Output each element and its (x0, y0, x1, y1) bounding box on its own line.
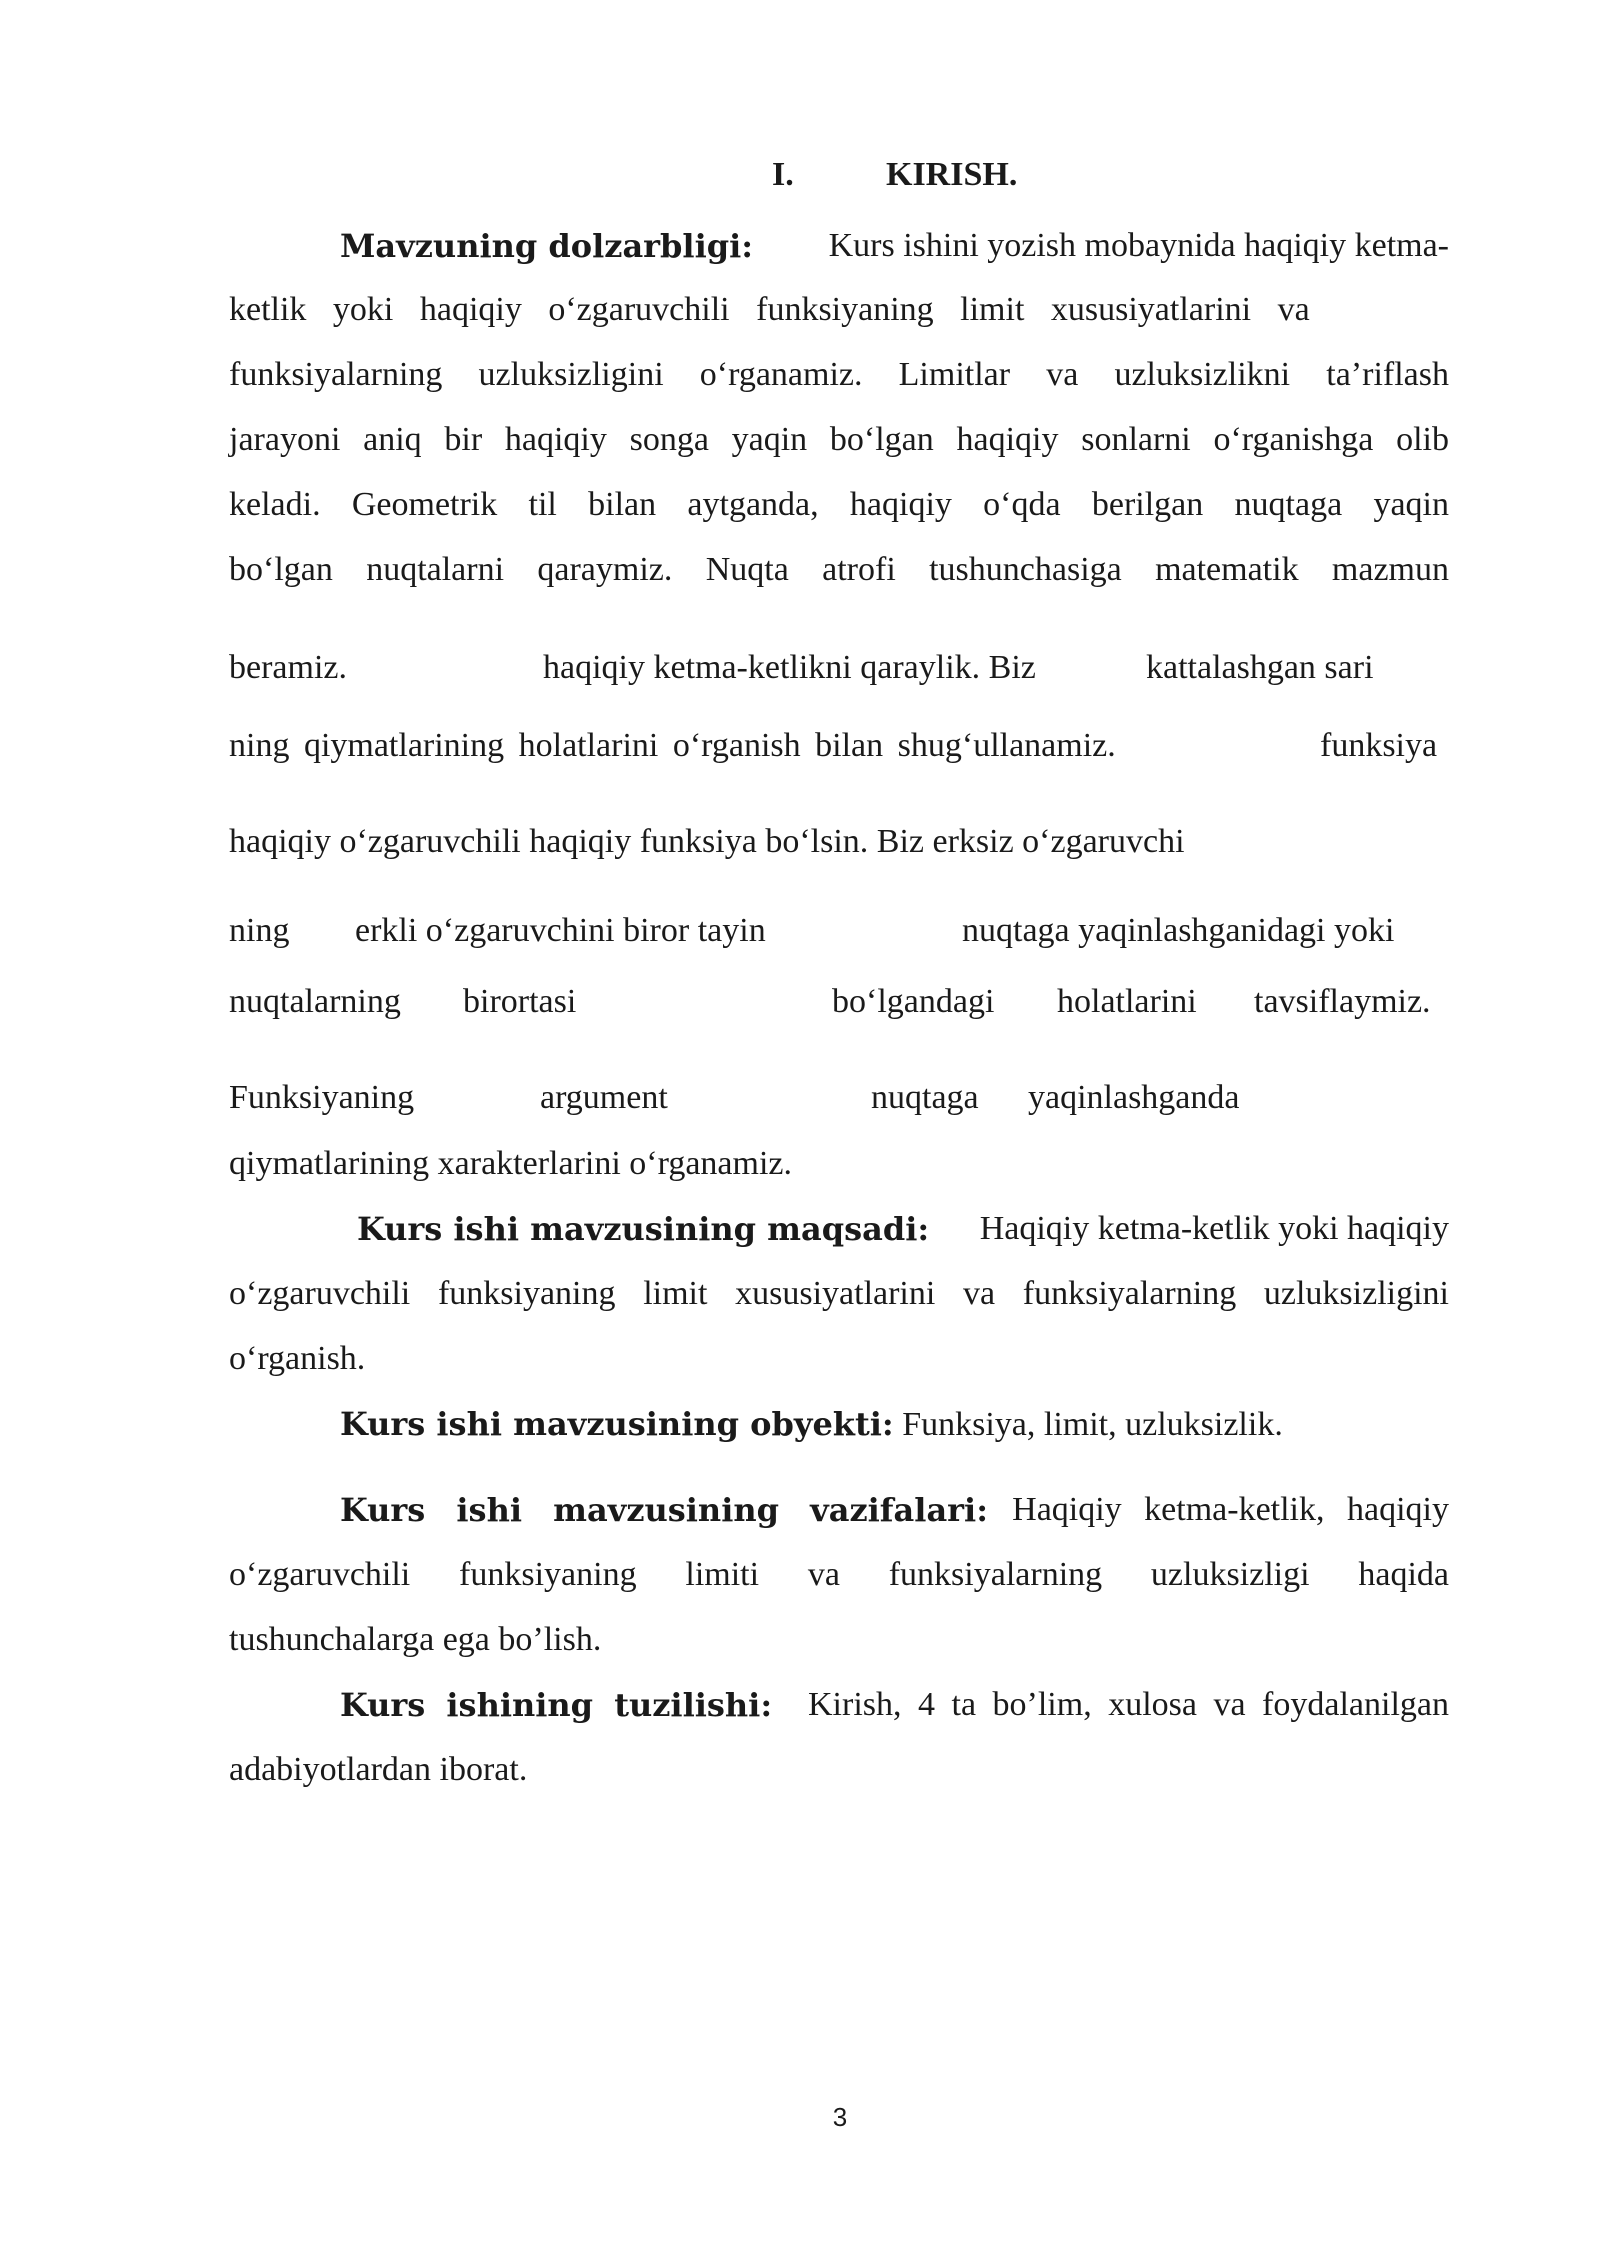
dolzarbligi-line-13: qiymatlarining xarakterlarini o‘rganamiz. (229, 1145, 792, 1182)
dolzarbligi-line-8b: funksiya (1320, 727, 1438, 764)
maqsadi-label: Kurs ishi mavzusining maqsadi: (357, 1210, 930, 1248)
dolzarbligi-line-5: keladi. Geometrik til bilan aytganda, haqiqiy o‘qda berilgan nuqtaga yaqin (229, 486, 1449, 523)
heading-title: KIRISH. (886, 156, 1018, 193)
dolzarbligi-label: Mavzuning dolzarbligi: (340, 227, 754, 265)
dolzarbligi-line-6: bo‘lgan nuqtalarni qaraymiz. Nuqta atrofi tushunchasiga matematik mazmun (229, 551, 1449, 588)
vazifalari-line-3: tushunchalarga ega bo’lish. (229, 1621, 602, 1658)
vazifalari-line-1 (340, 1490, 1449, 1530)
dolzarbligi-line-11e: tavsiflaymiz. (1254, 983, 1431, 1020)
dolzarbligi-line-4: jarayoni aniq bir haqiqiy songa yaqin bo‘lgan haqiqiy sonlarni o‘rganishga olib (229, 421, 1449, 458)
maqsadi-line-2: o‘zgaruvchili funksiyaning limit xususiyatlarini va funksiyalarning uzluksizligini (229, 1275, 1449, 1312)
dolzarbligi-line-2: ketlik yoki haqiqiy o‘zgaruvchili funksiyaning limit xususiyatlarini va (229, 291, 1310, 328)
page-number: 3 (832, 2102, 848, 2132)
vazifalari-text-1: Haqiqiy ketma-ketlik, haqiqiy (1012, 1491, 1449, 1528)
dolzarbligi-line-10b: erkli o‘zgaruvchini biror tayin (355, 912, 766, 949)
obyekti-label: Kurs ishi mavzusining obyekti: (340, 1405, 894, 1443)
dolzarbligi-line-7c: kattalashgan sari (1146, 649, 1374, 686)
obyekti-text: Funksiya, limit, uzluksizlik. (902, 1406, 1283, 1443)
maqsadi-line-3: o‘rganish. (229, 1340, 366, 1377)
dolzarbligi-line-8a: ning qiymatlarining holatlarini o‘rganish bilan shug‘ullanamiz. (229, 727, 1116, 764)
tuzilishi-line-2: adabiyotlardan iborat. (229, 1751, 528, 1788)
dolzarbligi-line-12a: Funksiyaning (229, 1079, 415, 1116)
heading-number: I. (772, 156, 794, 193)
maqsadi-text-1: Haqiqiy ketma-ketlik yoki haqiqiy (979, 1210, 1449, 1247)
dolzarbligi-line-1 (340, 226, 1449, 266)
dolzarbligi-line-9: haqiqiy o‘zgaruvchili haqiqiy funksiya bo‘lsin. Biz erksiz o‘zgaruvchi (229, 823, 1185, 860)
dolzarbligi-line-12c: nuqtaga (871, 1079, 979, 1116)
dolzarbligi-line-7a: beramiz. (229, 649, 347, 686)
dolzarbligi-line-3: funksiyalarning uzluksizligini o‘rganamiz. Limitlar va uzluksizlikni ta’riflash (229, 356, 1449, 393)
vazifalari-label: Kurs ishi mavzusining vazifalari: (340, 1491, 988, 1529)
dolzarbligi-line-11c: bo‘lgandagi (832, 983, 995, 1020)
dolzarbligi-line-7b: haqiqiy ketma-ketlikni qaraylik. Biz (543, 649, 1036, 686)
tuzilishi-label: Kurs ishining tuzilishi: (340, 1686, 773, 1724)
tuzilishi-text-1: Kirish, 4 ta bo’lim, xulosa va foydalanilgan (808, 1686, 1449, 1723)
dolzarbligi-text-1: Kurs ishini yozish mobaynida haqiqiy ketma- (828, 227, 1449, 264)
dolzarbligi-line-11a: nuqtalarning (229, 983, 401, 1020)
tuzilishi-line-1 (340, 1685, 1449, 1725)
maqsadi-line-1 (357, 1209, 1449, 1249)
dolzarbligi-line-10a: ning (229, 912, 290, 949)
obyekti-line (340, 1404, 1283, 1445)
dolzarbligi-line-10c: nuqtaga yaqinlashganidagi yoki (962, 912, 1395, 949)
vazifalari-line-2: o‘zgaruvchili funksiyaning limiti va funksiyalarning uzluksizligi haqida (229, 1556, 1449, 1593)
dolzarbligi-line-12b: argument (540, 1079, 668, 1116)
dolzarbligi-line-12d: yaqinlashganda (1028, 1079, 1240, 1116)
dolzarbligi-line-11b: birortasi (463, 983, 577, 1020)
dolzarbligi-line-11d: holatlarini (1057, 983, 1197, 1020)
